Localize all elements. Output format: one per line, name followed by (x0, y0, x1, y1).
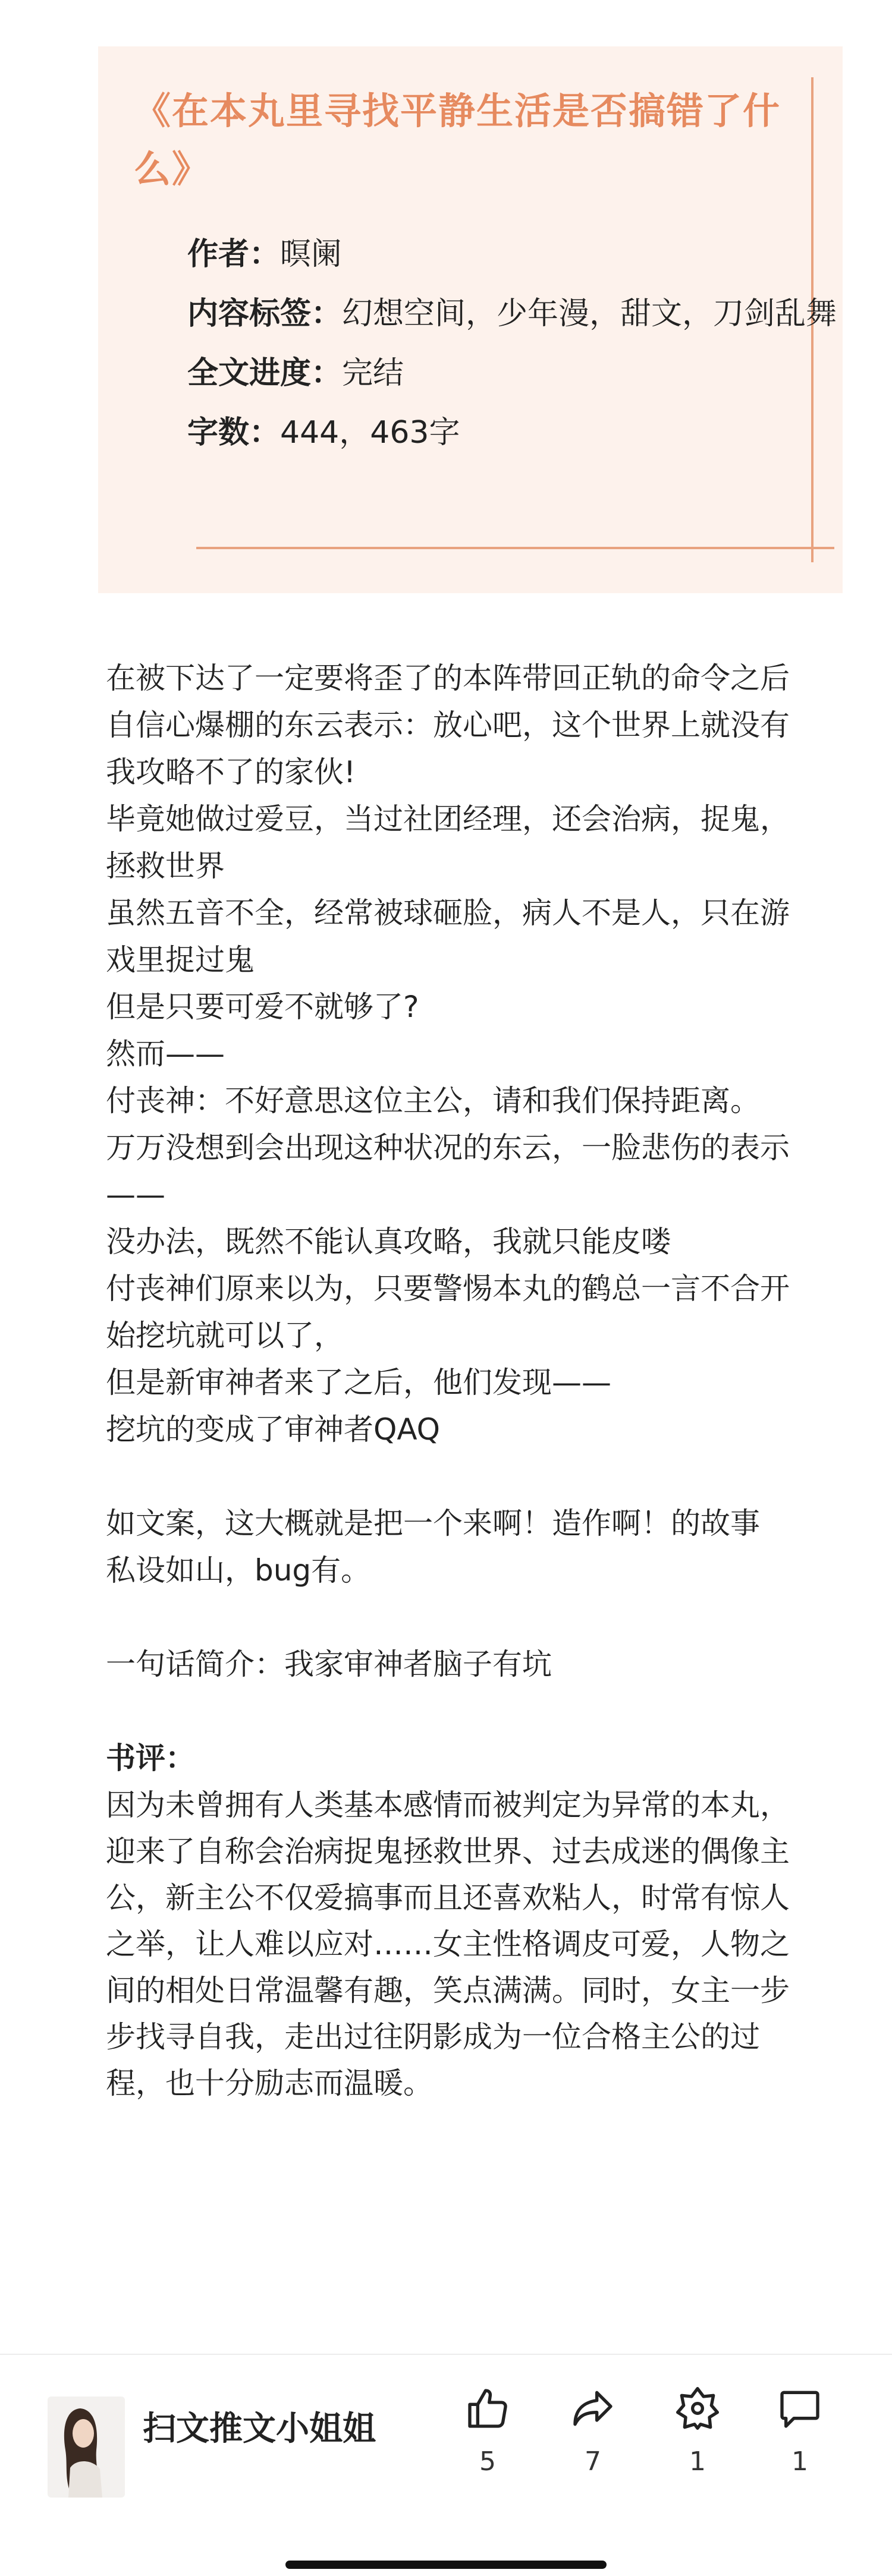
home-indicator[interactable] (285, 2561, 607, 2569)
body-line: 毕竟她做过爱豆，当过社团经理，还会治病，捉鬼，拯救世界 (106, 802, 790, 883)
share-count: 7 (585, 2446, 601, 2477)
body-line: 没办法，既然不能认真攻略，我就只能皮喽 (106, 1224, 671, 1259)
body-line: 万万没想到会出现这种状况的东云，一脸悲伤的表示—— (106, 1130, 790, 1212)
body-line: 挖坑的变成了审神者QAQ (106, 1412, 441, 1447)
body-line: 但是新审神者来了之后，他们发现—— (106, 1365, 611, 1400)
author-value: 暝阑 (280, 237, 343, 272)
tags-label: 内容标签： (187, 296, 343, 332)
progress-label: 全文进度： (187, 355, 343, 391)
repost-button[interactable] (662, 2385, 733, 2477)
one-line-summary: 一句话简介：我家审神者脑子有坑 (106, 1647, 552, 1681)
book-title: 《在本丸里寻找平静生活是否搞错了什么》 (134, 89, 781, 191)
post-footer-bar (0, 2355, 892, 2533)
username[interactable]: 扫文推文小姐姐 (143, 2410, 376, 2448)
progress-value: 完结 (342, 355, 404, 391)
share-button[interactable] (557, 2385, 629, 2477)
thumbs-up-icon (452, 2385, 523, 2432)
author-label: 作者： (187, 237, 281, 272)
book-info-card (98, 46, 843, 593)
author-row (187, 225, 841, 284)
book-meta (187, 225, 841, 462)
body-line: 但是只要可爱不就够了? (106, 990, 419, 1024)
repost-count: 1 (689, 2446, 706, 2477)
like-button[interactable] (452, 2385, 523, 2477)
body-line: 在被下达了一定要将歪了的本阵带回正轨的命令之后 (106, 661, 790, 695)
progress-row (187, 344, 841, 403)
review-label: 书评： (106, 1741, 195, 1775)
word-count-row (187, 403, 841, 462)
comment-button[interactable] (764, 2385, 836, 2477)
body-line: 付丧神：不好意思这位主公，请和我们保持距离。 (106, 1084, 760, 1118)
post-body (106, 655, 796, 2106)
word-count-label: 字数： (187, 415, 281, 451)
body-line: 虽然五音不全，经常被球砸脸，病人不是人，只在游戏里捉过鬼 (106, 896, 790, 977)
comment-count: 1 (792, 2446, 808, 2477)
review-text: 因为未曾拥有人类基本感情而被判定为异常的本丸，迎来了自称会治病捉鬼拯救世界、过去成迷的偶像主公，新主公不仅爱搞事而且还喜欢粘人，时常有惊人之举，让人难以应对……女主性格调皮可爱，人物之间的相处日常温馨有趣，笑点满满。同时，女主一步步找寻自我，走出过往阴影成为一位合格主公的过程，也十分励志而温暖。 (106, 1788, 790, 2101)
note-line: 私设如山，bug有。 (106, 1553, 371, 1588)
share-arrow-icon (557, 2385, 629, 2432)
star-badge-icon (662, 2385, 733, 2432)
word-count-value: 444，463字 (280, 415, 460, 451)
like-count: 5 (479, 2446, 496, 2477)
body-line: 自信心爆棚的东云表示：放心吧，这个世界上就没有我攻略不了的家伙! (106, 708, 790, 789)
comment-bubble-icon (764, 2385, 836, 2432)
body-line: 付丧神们原来以为，只要警惕本丸的鹤总一言不合开始挖坑就可以了， (106, 1271, 790, 1353)
body-line: 然而—— (106, 1037, 225, 1071)
tags-row (187, 284, 841, 344)
avatar[interactable] (48, 2397, 125, 2498)
note-line: 如文案，这大概就是把一个来啊！造作啊！的故事 (106, 1506, 760, 1541)
card-horizontal-rule (196, 547, 834, 549)
tags-value: 幻想空间，少年漫，甜文，刀剑乱舞 (342, 296, 837, 332)
